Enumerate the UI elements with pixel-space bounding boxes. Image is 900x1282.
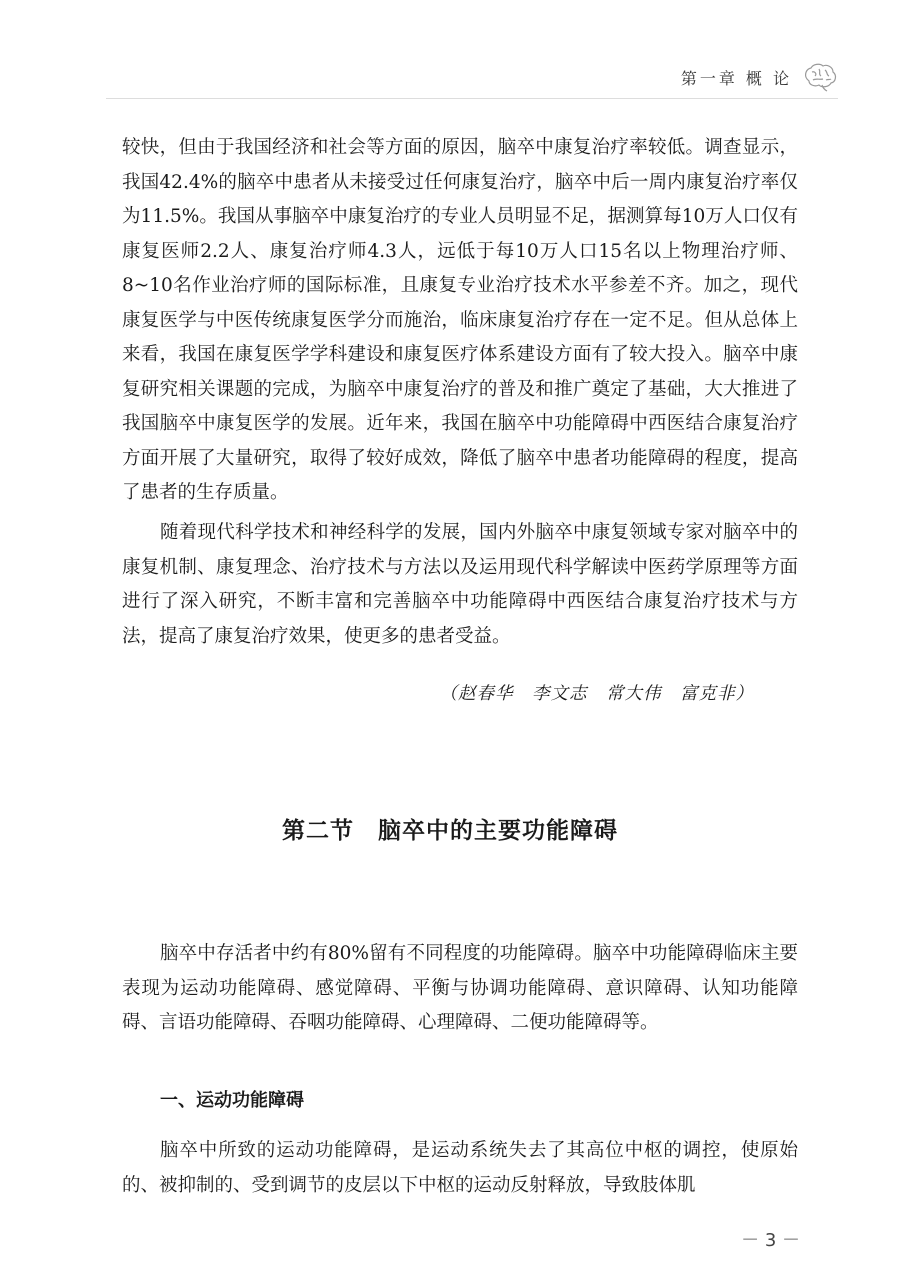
running-header — [681, 62, 838, 92]
subheading-motor-dysfunction: 一、运动功能障碍 — [160, 1090, 304, 1111]
paragraph-intro-continued: 较快，但由于我国经济和社会等方面的原因，脑卒中康复治疗率较低。调查显示，我国42.4%的脑卒中患者从未接受过任何康复治疗，脑卒中后一周内康复治疗率仅为11.5%。我国从事脑卒中康复治疗的专业人员明显不足，据测算每10万人口仅有康复医师2.2人、康复治疗师4.3人，远低于每10万人口15名以上物理治疗师、8~10名作业治疗师的国际标准，且康复专业治疗技术水平参差不齐。加之，现代康复医学与中医传统康复医学分而施治，临床康复治疗存在一定不足。但从总体上来看，我国在康复医学学科建设和康复医疗体系建设方面有了较大投入。脑卒中康复研究相关课题的完成，为脑卒中康复治疗的普及和推广奠定了基础，大大推进了我国脑卒中康复医学的发展。近年来，我国在脑卒中功能障碍中西医结合康复治疗方面开展了大量研究，取得了较好成效，降低了脑卒中患者功能障碍的程度，提高了患者的生存质量。 — [122, 137, 798, 503]
paragraph-motor-dysfunction: 脑卒中所致的运动功能障碍，是运动系统失去了其高位中枢的调控，使原始的、被抑制的、受到调节的皮层以下中枢的运动反射释放，导致肢体肌 — [122, 1140, 798, 1196]
paragraph-research-progress: 随着现代科学技术和神经科学的发展，国内外脑卒中康复领域专家对脑卒中的康复机制、康复理念、治疗技术与方法以及运用现代科学解读中医药学原理等方面进行了深入研究，不断丰富和完善脑卒中功能障碍中西医结合康复治疗技术与方法，提高了康复治疗效果，使更多的患者受益。 — [122, 522, 798, 647]
section-title: 第二节 脑卒中的主要功能障碍 — [282, 818, 618, 844]
header-rule — [106, 98, 838, 99]
page-number: － 3 － — [741, 1230, 800, 1251]
chapter-title: 第一章 概 论 — [680, 68, 792, 88]
brain-icon — [802, 62, 838, 92]
paragraph-dysfunction-overview: 脑卒中存活者中约有80%留有不同程度的功能障碍。脑卒中功能障碍临床主要表现为运动功能障碍、感觉障碍、平衡与协调功能障碍、意识障碍、认知功能障碍、言语功能障碍、吞咽功能障碍、心理障碍、二便功能障碍等。 — [122, 943, 798, 1033]
author-signature: （赵春华 李文志 常大伟 富克非） — [439, 684, 754, 704]
